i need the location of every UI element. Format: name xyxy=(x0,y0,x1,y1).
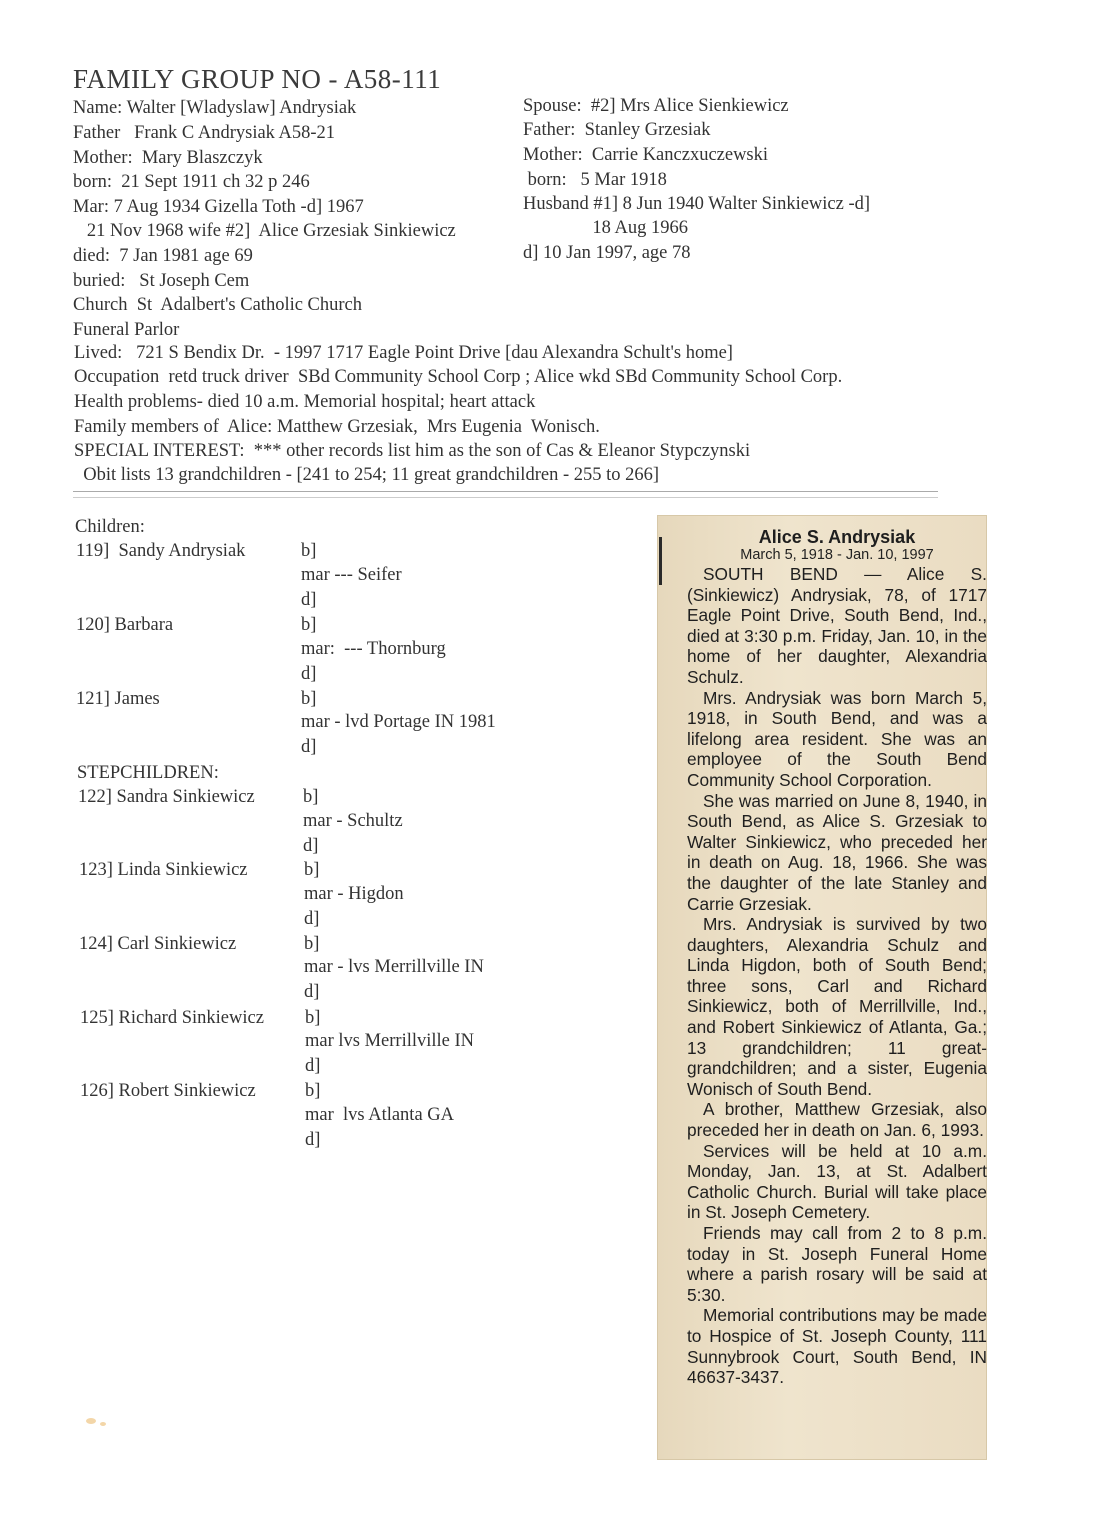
spouse-husband-field: Husband #1] 8 Jun 1940 Walter Sinkiewicz -d] xyxy=(523,194,871,214)
obituary-paragraph: Mrs. Andrysiak was born March 5, 1918, in South Bend, and was a lifelong area resident. She was an employee of the South Bend Community School Corporation. xyxy=(687,687,987,790)
stepchild-name: 122] Sandra Sinkiewicz xyxy=(78,787,255,807)
occupation-line: Occupation retd truck driver SBd Community School Corp ; Alice wkd SBd Community School Corp. xyxy=(74,367,843,387)
stepchildren-heading: STEPCHILDREN: xyxy=(77,763,219,783)
scan-speck xyxy=(100,1422,106,1426)
child-married: mar: --- Thornburg xyxy=(301,639,446,659)
spouse-husband-death-field: 18 Aug 1966 xyxy=(523,218,688,238)
family-members-line: Family members of Alice: Matthew Grzesiak, Mrs Eugenia Wonisch. xyxy=(74,417,600,437)
funeral-parlor-field: Funeral Parlor xyxy=(73,320,180,340)
spouse-died-field: d] 10 Jan 1997, age 78 xyxy=(523,243,691,263)
children-heading: Children: xyxy=(75,517,145,537)
stepchild-married: mar - lvs Merrillville IN xyxy=(304,957,484,977)
child-married: mar - lvd Portage IN 1981 xyxy=(301,712,496,732)
stepchild-born: b] xyxy=(304,934,320,954)
born-field: born: 21 Sept 1911 ch 32 p 246 xyxy=(73,172,310,192)
stepchild-name: 124] Carl Sinkiewicz xyxy=(79,934,237,954)
obituary-name: Alice S. Andrysiak xyxy=(758,527,916,547)
obituary-paragraph: Friends may call from 2 to 8 p.m. today in St. Joseph Funeral Home where a parish rosary will be said at 5:30. xyxy=(687,1223,987,1305)
stepchild-married: mar lvs Atlanta GA xyxy=(305,1105,455,1125)
spouse-born-field: born: 5 Mar 1918 xyxy=(523,170,667,190)
stepchild-name: 126] Robert Sinkiewicz xyxy=(80,1081,256,1101)
mother-field: Mother: Mary Blaszczyk xyxy=(73,148,263,168)
obituary-clipping xyxy=(657,515,987,1460)
scan-speck xyxy=(86,1418,96,1424)
stepchild-born: b] xyxy=(303,787,319,807)
stepchild-died: d] xyxy=(305,1130,321,1150)
health-line: Health problems- died 10 a.m. Memorial hospital; heart attack xyxy=(74,392,536,412)
stepchild-died: d] xyxy=(304,982,320,1002)
stepchild-born: b] xyxy=(305,1081,321,1101)
spouse-mother-field: Mother: Carrie Kanczxuczewski xyxy=(523,145,769,165)
obituary-paragraph: A brother, Matthew Grzesiak, also preceded her in death on Jan. 6, 1993. xyxy=(687,1099,987,1141)
stepchild-born: b] xyxy=(304,860,320,880)
child-born: b] xyxy=(301,615,317,635)
obituary-dates: March 5, 1918 - Jan. 10, 1997 xyxy=(740,547,934,563)
church-field: Church St Adalbert's Catholic Church xyxy=(73,295,363,315)
child-died: d] xyxy=(301,590,317,610)
stepchild-born: b] xyxy=(305,1008,321,1028)
stepchild-died: d] xyxy=(305,1056,321,1076)
stepchild-married: mar - Schultz xyxy=(303,811,403,831)
obituary-paragraph: Mrs. Andrysiak is survived by two daughters, Alexandria Schulz and Linda Higdon, both of South Bend; three sons, Carl and Richard Sinkiewicz, both of Merrillville, Ind., and Robert Sinkiewicz of Atlanta, Ga.; 13 grandchildren; 11 great-grandchildren; and a sister, Eugenia Wonisch of South Bend. xyxy=(687,914,987,1099)
name-field: Name: Walter [Wladyslaw] Andrysiak xyxy=(73,98,357,118)
obituary-paragraph: Memorial contributions may be made to Hospice of St. Joseph County, 111 Sunnybrook Court, South Bend, IN 46637-3437. xyxy=(687,1305,987,1388)
stepchild-married: mar - Higdon xyxy=(304,884,404,904)
obit-grandchildren-line: Obit lists 13 grandchildren - [241 to 254; 11 great grandchildren - 255 to 266] xyxy=(74,465,660,485)
clipping-edge-mark xyxy=(659,537,662,585)
spouse-father-field: Father: Stanley Grzesiak xyxy=(523,120,711,140)
child-married: mar --- Seifer xyxy=(301,565,402,585)
stepchild-married: mar lvs Merrillville IN xyxy=(305,1031,475,1051)
divider xyxy=(73,497,938,498)
child-name: 119] Sandy Andrysiak xyxy=(76,541,246,561)
child-born: b] xyxy=(301,689,317,709)
marriage-2-field: 21 Nov 1968 wife #2] Alice Grzesiak Sinkiewicz xyxy=(73,221,456,241)
spouse-field: Spouse: #2] Mrs Alice Sienkiewicz xyxy=(523,96,789,116)
child-name: 121] James xyxy=(76,689,160,709)
child-born: b] xyxy=(301,541,317,561)
page-title: FAMILY GROUP NO - A58-111 xyxy=(73,64,442,94)
obituary-paragraph: SOUTH BEND — Alice S. (Sinkiewicz) Andrysiak, 78, of 1717 Eagle Point Drive, South Bend, Ind., died at 3:30 p.m. Friday, Jan. 10, in the home of her daughter, Alexandria Schulz. xyxy=(687,564,987,687)
child-died: d] xyxy=(301,737,317,757)
stepchild-name: 123] Linda Sinkiewicz xyxy=(79,860,248,880)
special-interest-line: SPECIAL INTEREST: *** other records list him as the son of Cas & Eleanor Stypczynski xyxy=(74,441,751,461)
obituary-paragraph: She was married on June 8, 1940, in South Bend, as Alice S. Grzesiak to Walter Sinkiewicz, who preceded her in death on Aug. 18, 1966. She was the daughter of the late Stanley and Carrie Grzesiak. xyxy=(687,790,987,914)
stepchild-died: d] xyxy=(303,836,319,856)
stepchild-name: 125] Richard Sinkiewicz xyxy=(80,1008,264,1028)
lived-line: Lived: 721 S Bendix Dr. - 1997 1717 Eagle Point Drive [dau Alexandra Schult's home] xyxy=(74,343,733,363)
died-field: died: 7 Jan 1981 age 69 xyxy=(73,246,253,266)
child-name: 120] Barbara xyxy=(76,615,174,635)
father-field: Father Frank C Andrysiak A58-21 xyxy=(73,123,336,143)
divider xyxy=(73,491,938,492)
marriage-field: Mar: 7 Aug 1934 Gizella Toth -d] 1967 xyxy=(73,197,364,217)
stepchild-died: d] xyxy=(304,909,320,929)
child-died: d] xyxy=(301,664,317,684)
buried-field: buried: St Joseph Cem xyxy=(73,271,250,291)
obituary-paragraph: Services will be held at 10 a.m. Monday, Jan. 13, at St. Adalbert Catholic Church. Burial will take place in St. Joseph Cemetery. xyxy=(687,1140,987,1223)
